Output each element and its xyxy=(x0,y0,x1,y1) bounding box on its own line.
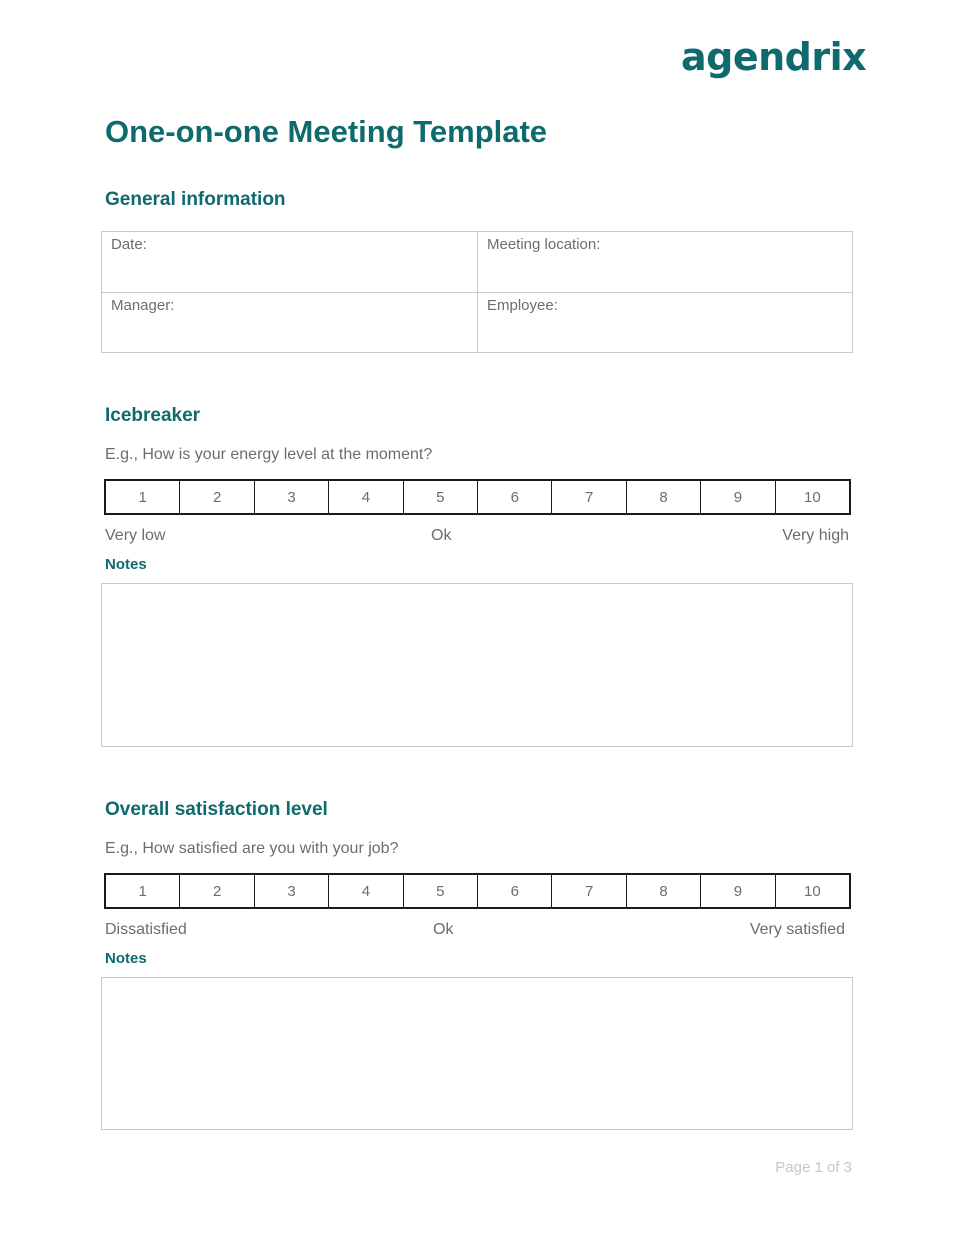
meeting-location-field[interactable] xyxy=(477,232,852,292)
scale-option-9[interactable]: 9 xyxy=(700,481,774,513)
satisfaction-scale xyxy=(104,873,851,909)
agendrix-logo: agendrix xyxy=(681,35,867,79)
satisfaction-question: E.g., How satisfied are you with your job? xyxy=(105,840,399,857)
satisfaction-heading: Overall satisfaction level xyxy=(105,799,328,820)
manager-field[interactable] xyxy=(102,292,477,352)
icebreaker-notes-label: Notes xyxy=(105,556,147,573)
date-label: Date: xyxy=(111,236,147,253)
icebreaker-notes-box[interactable] xyxy=(101,583,853,747)
general-information-table xyxy=(101,231,853,353)
scale-low-label: Very low xyxy=(105,527,166,544)
scale-option-7[interactable]: 7 xyxy=(551,481,625,513)
icebreaker-question: E.g., How is your energy level at the moment? xyxy=(105,446,433,463)
scale-option-6[interactable]: 6 xyxy=(477,481,551,513)
scale-option-8[interactable]: 8 xyxy=(626,481,700,513)
scale-option-4[interactable]: 4 xyxy=(328,481,402,513)
scale-option-7[interactable]: 7 xyxy=(551,875,625,907)
satisfaction-notes-box[interactable] xyxy=(101,977,853,1130)
scale-mid-label: Ok xyxy=(433,921,454,938)
scale-option-4[interactable]: 4 xyxy=(328,875,402,907)
employee-label: Employee: xyxy=(487,297,558,314)
scale-option-10[interactable]: 10 xyxy=(775,875,849,907)
scale-option-1[interactable]: 1 xyxy=(138,488,147,506)
icebreaker-heading: Icebreaker xyxy=(105,405,201,426)
scale-high-label: Very satisfied xyxy=(749,921,845,938)
page-title: One-on-one Meeting Template xyxy=(105,114,548,149)
page-number: Page 1 of 3 xyxy=(775,1159,852,1176)
scale-option-6[interactable]: 6 xyxy=(477,875,551,907)
scale-option-3[interactable]: 3 xyxy=(254,481,328,513)
general-information-heading: General information xyxy=(105,189,286,210)
scale-option-3[interactable]: 3 xyxy=(254,875,328,907)
meeting-location-label: Meeting location: xyxy=(487,236,601,253)
employee-field[interactable] xyxy=(477,292,852,352)
manager-label: Manager: xyxy=(111,297,175,314)
scale-option-5[interactable]: 5 xyxy=(403,481,477,513)
scale-option-8[interactable]: 8 xyxy=(626,875,700,907)
scale-option-2[interactable]: 2 xyxy=(179,481,253,513)
scale-low-label: Dissatisfied xyxy=(105,921,187,938)
scale-option-1[interactable]: 1 xyxy=(138,882,147,900)
scale-mid-label: Ok xyxy=(431,527,452,544)
scale-option-5[interactable]: 5 xyxy=(403,875,477,907)
scale-high-label: Very high xyxy=(782,527,849,544)
scale-option-9[interactable]: 9 xyxy=(700,875,774,907)
icebreaker-scale xyxy=(104,479,851,515)
scale-option-2[interactable]: 2 xyxy=(179,875,253,907)
date-field[interactable] xyxy=(102,232,477,292)
satisfaction-notes-label: Notes xyxy=(105,950,147,967)
scale-option-10[interactable]: 10 xyxy=(775,481,849,513)
